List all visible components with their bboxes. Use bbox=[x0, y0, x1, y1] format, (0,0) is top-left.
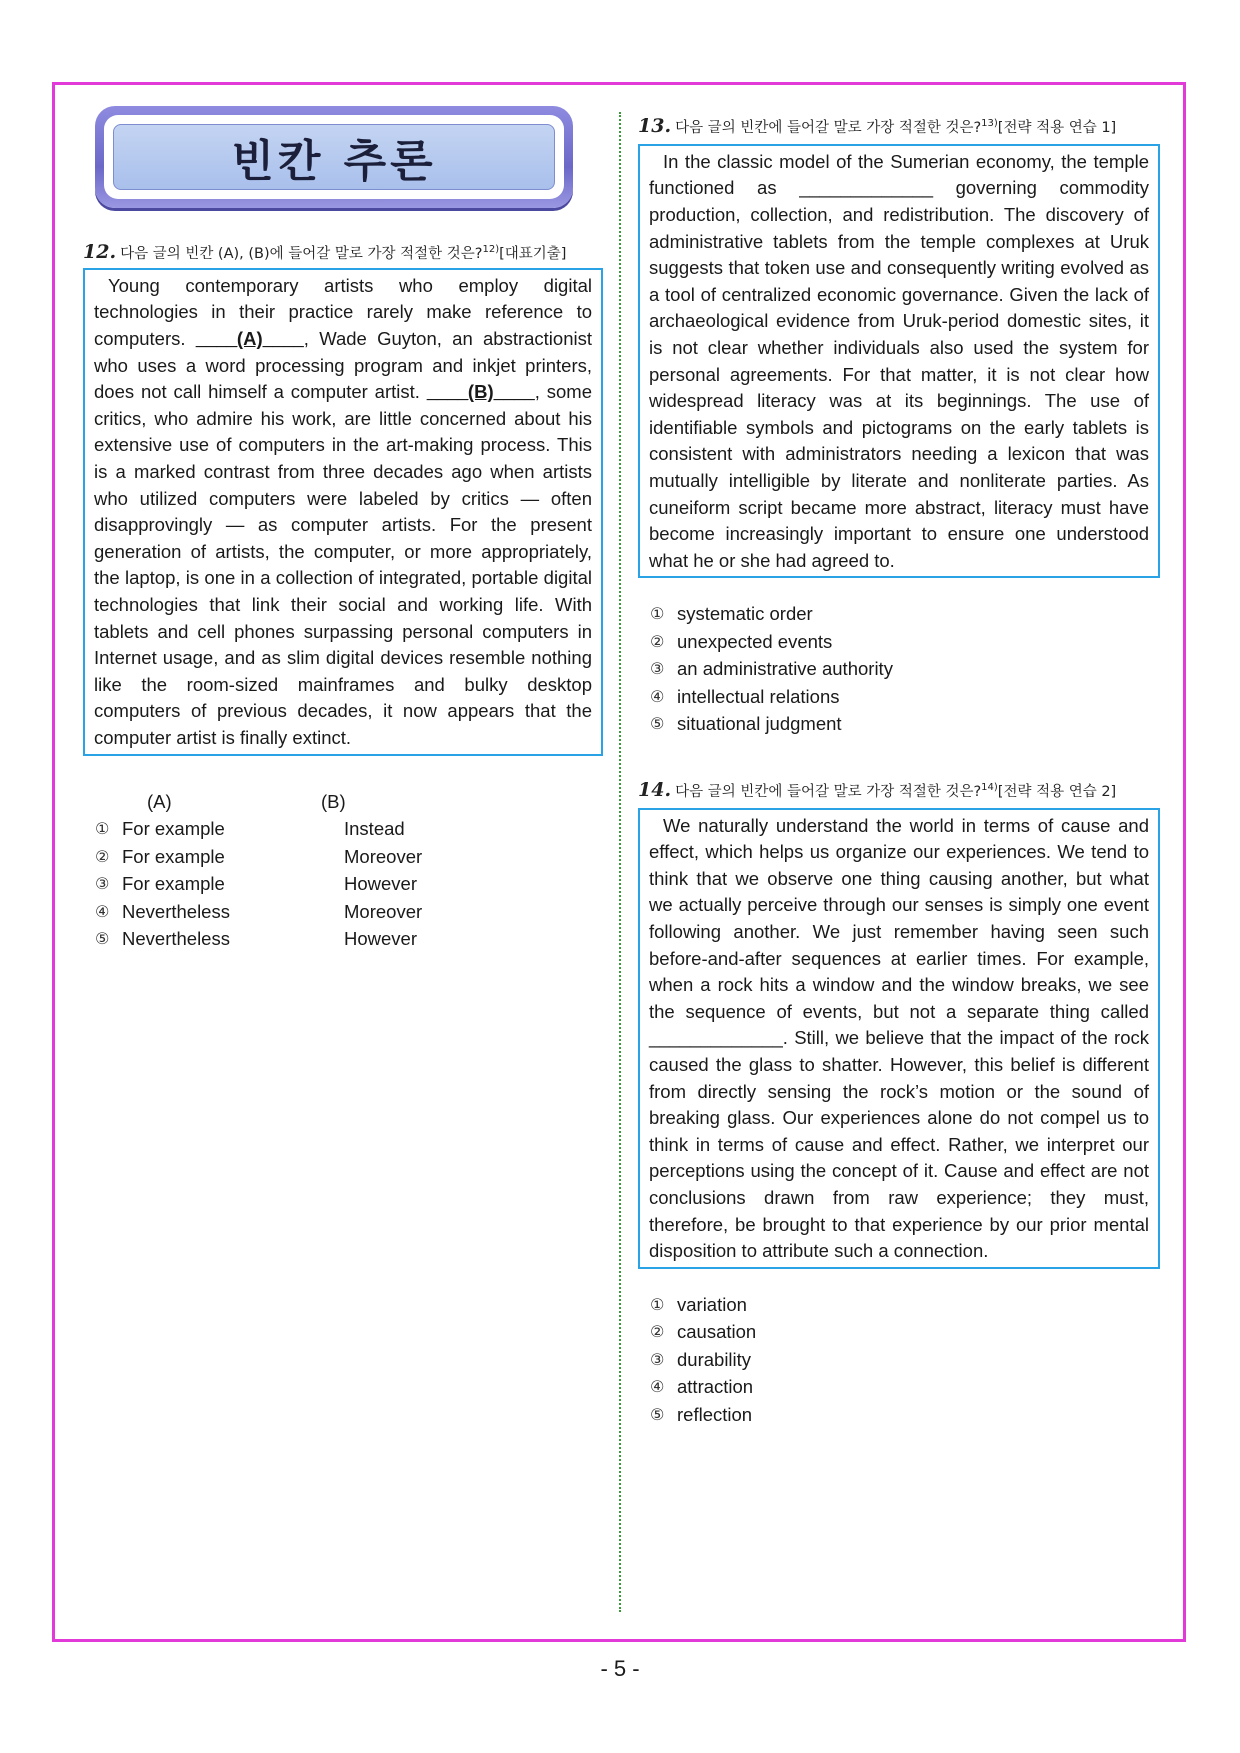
answer-choice[interactable]: ② causation bbox=[650, 1321, 757, 1343]
passage-text: We naturally understand the world in terms of cause and effect, which helps us organize our experiences. We tend to think that we observe one thing causing another, but what we actually perceive through our senses is simply one event following another. We just remember having seen such before-and-after sequences at earlier times. For example, when a rock hits a window and the window breaks, we see the sequence of events, but not a separate thing called _____________. Still, we believe that the impact of the rock caused the glass to shatter. However, this belief is different from directly sensing the rock’s motion or the sound of breaking glass. Our experiences alone do not compel us to think in terms of cause and effect. Rather, we interpret our perceptions using the concept of it. Cause and effect are not conclusions drawn from raw experience; they must, therefore, be brought to that experience by our prior mental disposition to attribute such a connection. bbox=[649, 814, 1149, 1262]
question-13-choices bbox=[638, 600, 1160, 738]
answer-choice[interactable]: ③ durability bbox=[650, 1348, 752, 1370]
column-divider bbox=[619, 112, 621, 1612]
question-prompt: 다음 글의 빈칸 (A), (B)에 들어갈 말로 가장 적절한 것은? bbox=[120, 245, 483, 262]
answer-choice[interactable]: ③ For example However bbox=[95, 873, 417, 895]
question-12-passage bbox=[83, 268, 603, 756]
question-13-header bbox=[638, 114, 1160, 138]
passage-text: , some critics, who admire his work, are little concerned about his extensive use of computers in the art-making process. This is a marked contrast from three decades ago when artists who utilized computers were labeled by critics — often disapprovingly — as computer artists. For the present generation of artists, the computer, or more appropriately, the laptop, is one in a collection of integrated, portable digital technologies that link their social and working life. With tablets and cell phones surpassing personal computers in Internet usage, and as slim digital devices resemble nothing like the room-sized mainframes and bulky desktop computers of previous decades, it now appears that the computer artist is finally extinct. bbox=[94, 381, 592, 748]
blank-b: ____(B)____ bbox=[426, 381, 535, 403]
question-14-choices bbox=[638, 1291, 1160, 1429]
left-column bbox=[83, 106, 603, 953]
answer-choice[interactable]: ⑤ Nevertheless However bbox=[95, 928, 417, 950]
question-source: [전략 적용 연습 1] bbox=[997, 119, 1117, 136]
answer-choice[interactable]: ③ an administrative authority bbox=[650, 658, 893, 680]
section-title: 빈칸 추론 bbox=[231, 136, 437, 187]
section-title-badge bbox=[95, 106, 573, 208]
question-14-passage bbox=[638, 808, 1160, 1269]
question-12-choices bbox=[83, 815, 603, 953]
answer-choice[interactable]: ④ attraction bbox=[650, 1376, 754, 1398]
answer-column-headers bbox=[83, 788, 603, 816]
passage-text: In the classic model of the Sumerian economy, the temple functioned as _____________ governing commodity production, collection, and redistribution. The discovery of administrative tablets from the temple complexes at Uruk suggests that token use and consequently writing evolved as a tool of centralized economic governance. Given the lack of archaeological evidence from Uruk-period domestic sites, it is not clear whether individuals also used the system for personal agreements. For that matter, it is not clear how widespread literacy was at its beginnings. The use of identifiable symbols and pictograms on the early tablets is consistent with administrators needing a lexicon that was mutually intelligible by literate and nonliterate parties. As cuneiform script became more abstract, literacy must have become increasingly important to ensure one understood what he or she had agreed to. bbox=[649, 150, 1149, 571]
page-number: - 5 - bbox=[600, 1656, 640, 1681]
answer-choice[interactable]: ① variation bbox=[650, 1293, 747, 1315]
footnote-ref: 14) bbox=[981, 781, 998, 793]
question-13-passage bbox=[638, 144, 1160, 579]
question-source: [대표기출] bbox=[499, 245, 567, 262]
footnote-ref: 12) bbox=[482, 244, 500, 255]
answer-choice[interactable]: ② unexpected events bbox=[650, 630, 833, 652]
answer-choice[interactable]: ① systematic order bbox=[650, 603, 813, 625]
question-source: [전략 적용 연습 2] bbox=[997, 783, 1117, 800]
question-number: 12. bbox=[83, 240, 117, 263]
question-prompt: 다음 글의 빈칸에 들어갈 말로 가장 적절한 것은? bbox=[675, 119, 982, 136]
blank-a: ____(A)____ bbox=[195, 328, 304, 350]
question-number: 14. bbox=[638, 778, 672, 801]
answer-choice[interactable]: ① For example Instead bbox=[95, 818, 405, 840]
right-column bbox=[638, 114, 1160, 1428]
header-a: (A) bbox=[147, 790, 172, 812]
question-number: 13. bbox=[638, 114, 672, 137]
answer-choice[interactable]: ④ intellectual relations bbox=[650, 685, 840, 707]
answer-choice[interactable]: ④ Nevertheless Moreover bbox=[95, 900, 423, 922]
header-b: (B) bbox=[321, 790, 346, 812]
question-14-header bbox=[638, 778, 1160, 802]
question-prompt: 다음 글의 빈칸에 들어갈 말로 가장 적절한 것은? bbox=[675, 783, 982, 800]
passage-text: Young contemporary artists who employ digital technologies in their practice rarely make reference to computers. bbox=[94, 274, 592, 350]
answer-choice[interactable]: ⑤ reflection bbox=[650, 1403, 753, 1425]
answer-choice[interactable]: ⑤ situational judgment bbox=[650, 713, 842, 735]
answer-choice[interactable]: ② For example Moreover bbox=[95, 845, 423, 867]
question-12-header bbox=[83, 240, 603, 264]
footnote-ref: 13) bbox=[981, 118, 998, 129]
passage-text: , Wade Guyton, an abstractionist who uses a word processing program and inkjet printers, does not call himself a computer artist. bbox=[94, 328, 592, 403]
